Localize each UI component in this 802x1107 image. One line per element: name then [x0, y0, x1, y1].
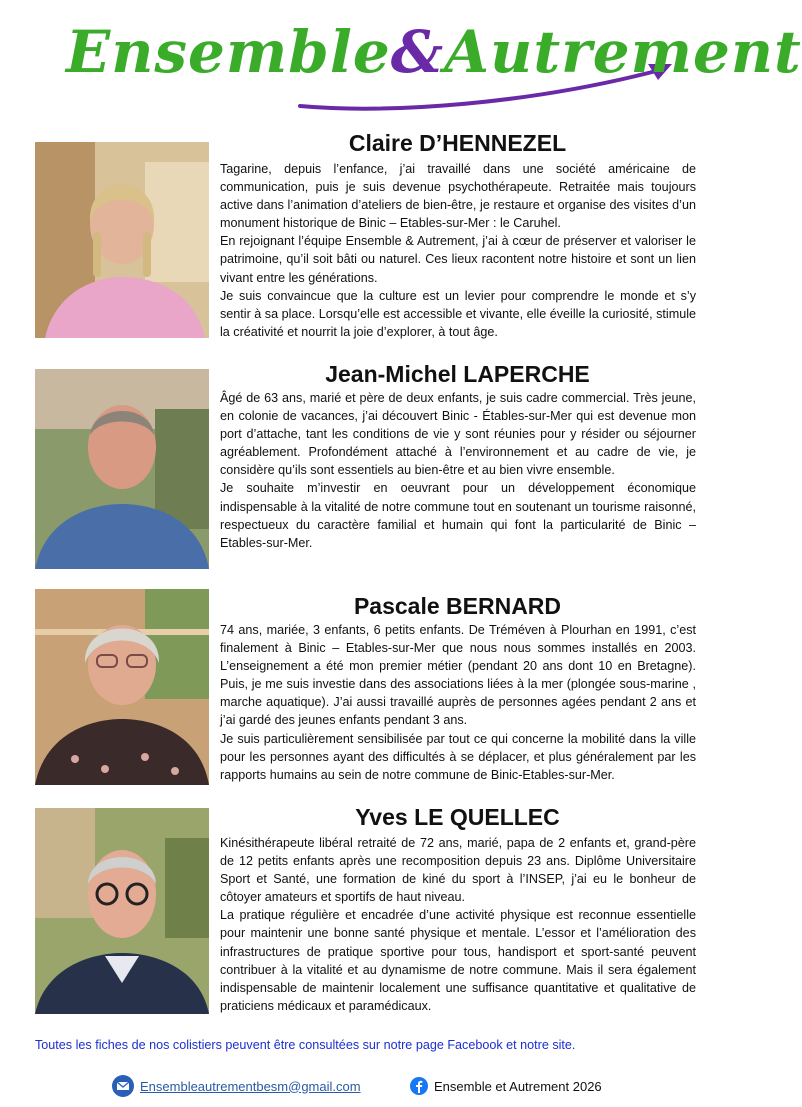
candidate-photo — [35, 142, 209, 338]
facebook-contact[interactable] — [410, 1074, 602, 1098]
candidate-bio — [220, 389, 696, 552]
bio-paragraph: 74 ans, mariée, 3 enfants, 6 petits enfants. De Tréméven à Plourhan en 1991, c’est finalement à Binic – Etables-sur-Mer que nous nous sommes installés en 2003. L’enseignement a été mon premier métier (pendant 20 ans dont 10 en Bretagne). Puis, je me suis investie dans des associations liées à la mer (plongée sous-marine , marche aquatique). J’ai aussi travaillé auprès de personnes agées pendant 2 ans et j’ai gardé des jeunes enfants pendant 3 ans. — [220, 623, 696, 728]
candidate-bio — [220, 834, 696, 1015]
candidate-name: Pascale BERNARD — [353, 593, 562, 619]
bio-paragraph: Je suis particulièrement sensibilisée par tout ce qui concerne la mobilité dans la ville pour les personnes ayant des difficultés à se déplacer, et plus généralement par les rapports humains au sein de notre commune de Binic-Etables-sur-Mer. — [220, 731, 696, 782]
candidate-bio — [220, 160, 696, 341]
candidate-photo — [35, 369, 209, 569]
footer-note: Toutes les fiches de nos colistiers peuvent être consultées sur notre page Facebook et notre site. — [35, 1038, 576, 1052]
logo-part2: Autrement — [444, 18, 802, 86]
bio-paragraph: En rejoignant l’équipe Ensemble & Autrement, j’ai à cœur de préserver et valoriser le patrimoine, qu’il soit bâti ou naturel. Ces lieux racontent notre histoire et sont un lien vivant entre les générations. — [220, 234, 696, 285]
bio-paragraph: Kinésithérapeute libéral retraité de 72 ans, marié, papa de 2 enfants et, grand-père de 12 petits enfants après une recomposition depuis 23 ans. Diplôme Universitaire Sport et Santé, une formation de kiné du sport à l’INSEP, j’ai eu le bonheur de côtoyer amateurs et sportifs de haut niveau. — [220, 836, 696, 905]
email-link[interactable]: Ensembleautrementbesm@gmail.com — [140, 1078, 361, 1094]
bio-paragraph: Âgé de 63 ans, marié et père de deux enfants, je suis cadre commercial. Très jeune, en colonie de vacances, j’ai découvert Binic - Étables-sur-Mer qui est devenue mon port d’attache, tant les conditions de vie y sont réunies pour y résider ou séjourner agréablement. Profondément attaché à l’environnement et au cadre de vie, je considère qu’ils sont essentiels au bien-être et au bien vivre ensemble. — [220, 391, 696, 478]
email-contact[interactable] — [112, 1074, 361, 1098]
candidate-photo — [35, 589, 209, 785]
facebook-page[interactable]: Ensemble et Autrement 2026 — [434, 1078, 602, 1094]
bio-paragraph: Tagarine, depuis l’enfance, j’ai travaillé dans une société américaine de communication, puis je suis devenue psychothérapeute. Retraitée mais toujours active dans l’animation d’ateliers de bien-être, je restaure et organise des visites d’un monument historique de Binic – Etables-sur-Mer : le Caruhel. — [220, 162, 696, 231]
logo-part1: Ensemble — [66, 18, 391, 86]
candidate-name: Claire D’HENNEZEL — [348, 130, 567, 156]
bio-paragraph: Je souhaite m’investir en oeuvrant pour un développement économique indispensable à la vitalité de notre commune tout en soutenant un tourisme raisonné, respectueux du caractère familial et humain qui font la particularité de Binic – Etables-sur-Mer. — [220, 481, 696, 550]
candidate-name: Jean-Michel LAPERCHE — [325, 361, 590, 387]
bio-paragraph: Je suis convaincue que la culture est un levier pour comprendre le monde et s’y sentir à sa place. Lorsqu’elle est accessible et vivante, elle éveille la curiosité, stimule la créativité et nourrit la joie d’explorer, à tout âge. — [220, 288, 696, 339]
bio-paragraph: La pratique régulière et encadrée d’une activité physique est reconnue essentielle pour maintenir une bonne santé physique et mentale. L’essor et l’amélioration des infrastructures de pratique sportive pour tous, handisport et sport-santé peuvent contribuer à la vitalité et au dynamisme de notre commune. Mais il sera également indispensable de maintenir localement une suffisance quantitative et qualitative de praticiens médicaux et paramédicaux. — [220, 908, 696, 1013]
candidate-photo — [35, 808, 209, 1014]
logo-text — [66, 18, 802, 86]
candidate-bio — [220, 621, 696, 784]
logo — [60, 14, 802, 114]
logo-ampersand: & — [390, 18, 445, 86]
envelope-icon — [112, 1075, 134, 1097]
facebook-icon — [410, 1077, 428, 1095]
candidate-name: Yves LE QUELLEC — [355, 804, 560, 830]
